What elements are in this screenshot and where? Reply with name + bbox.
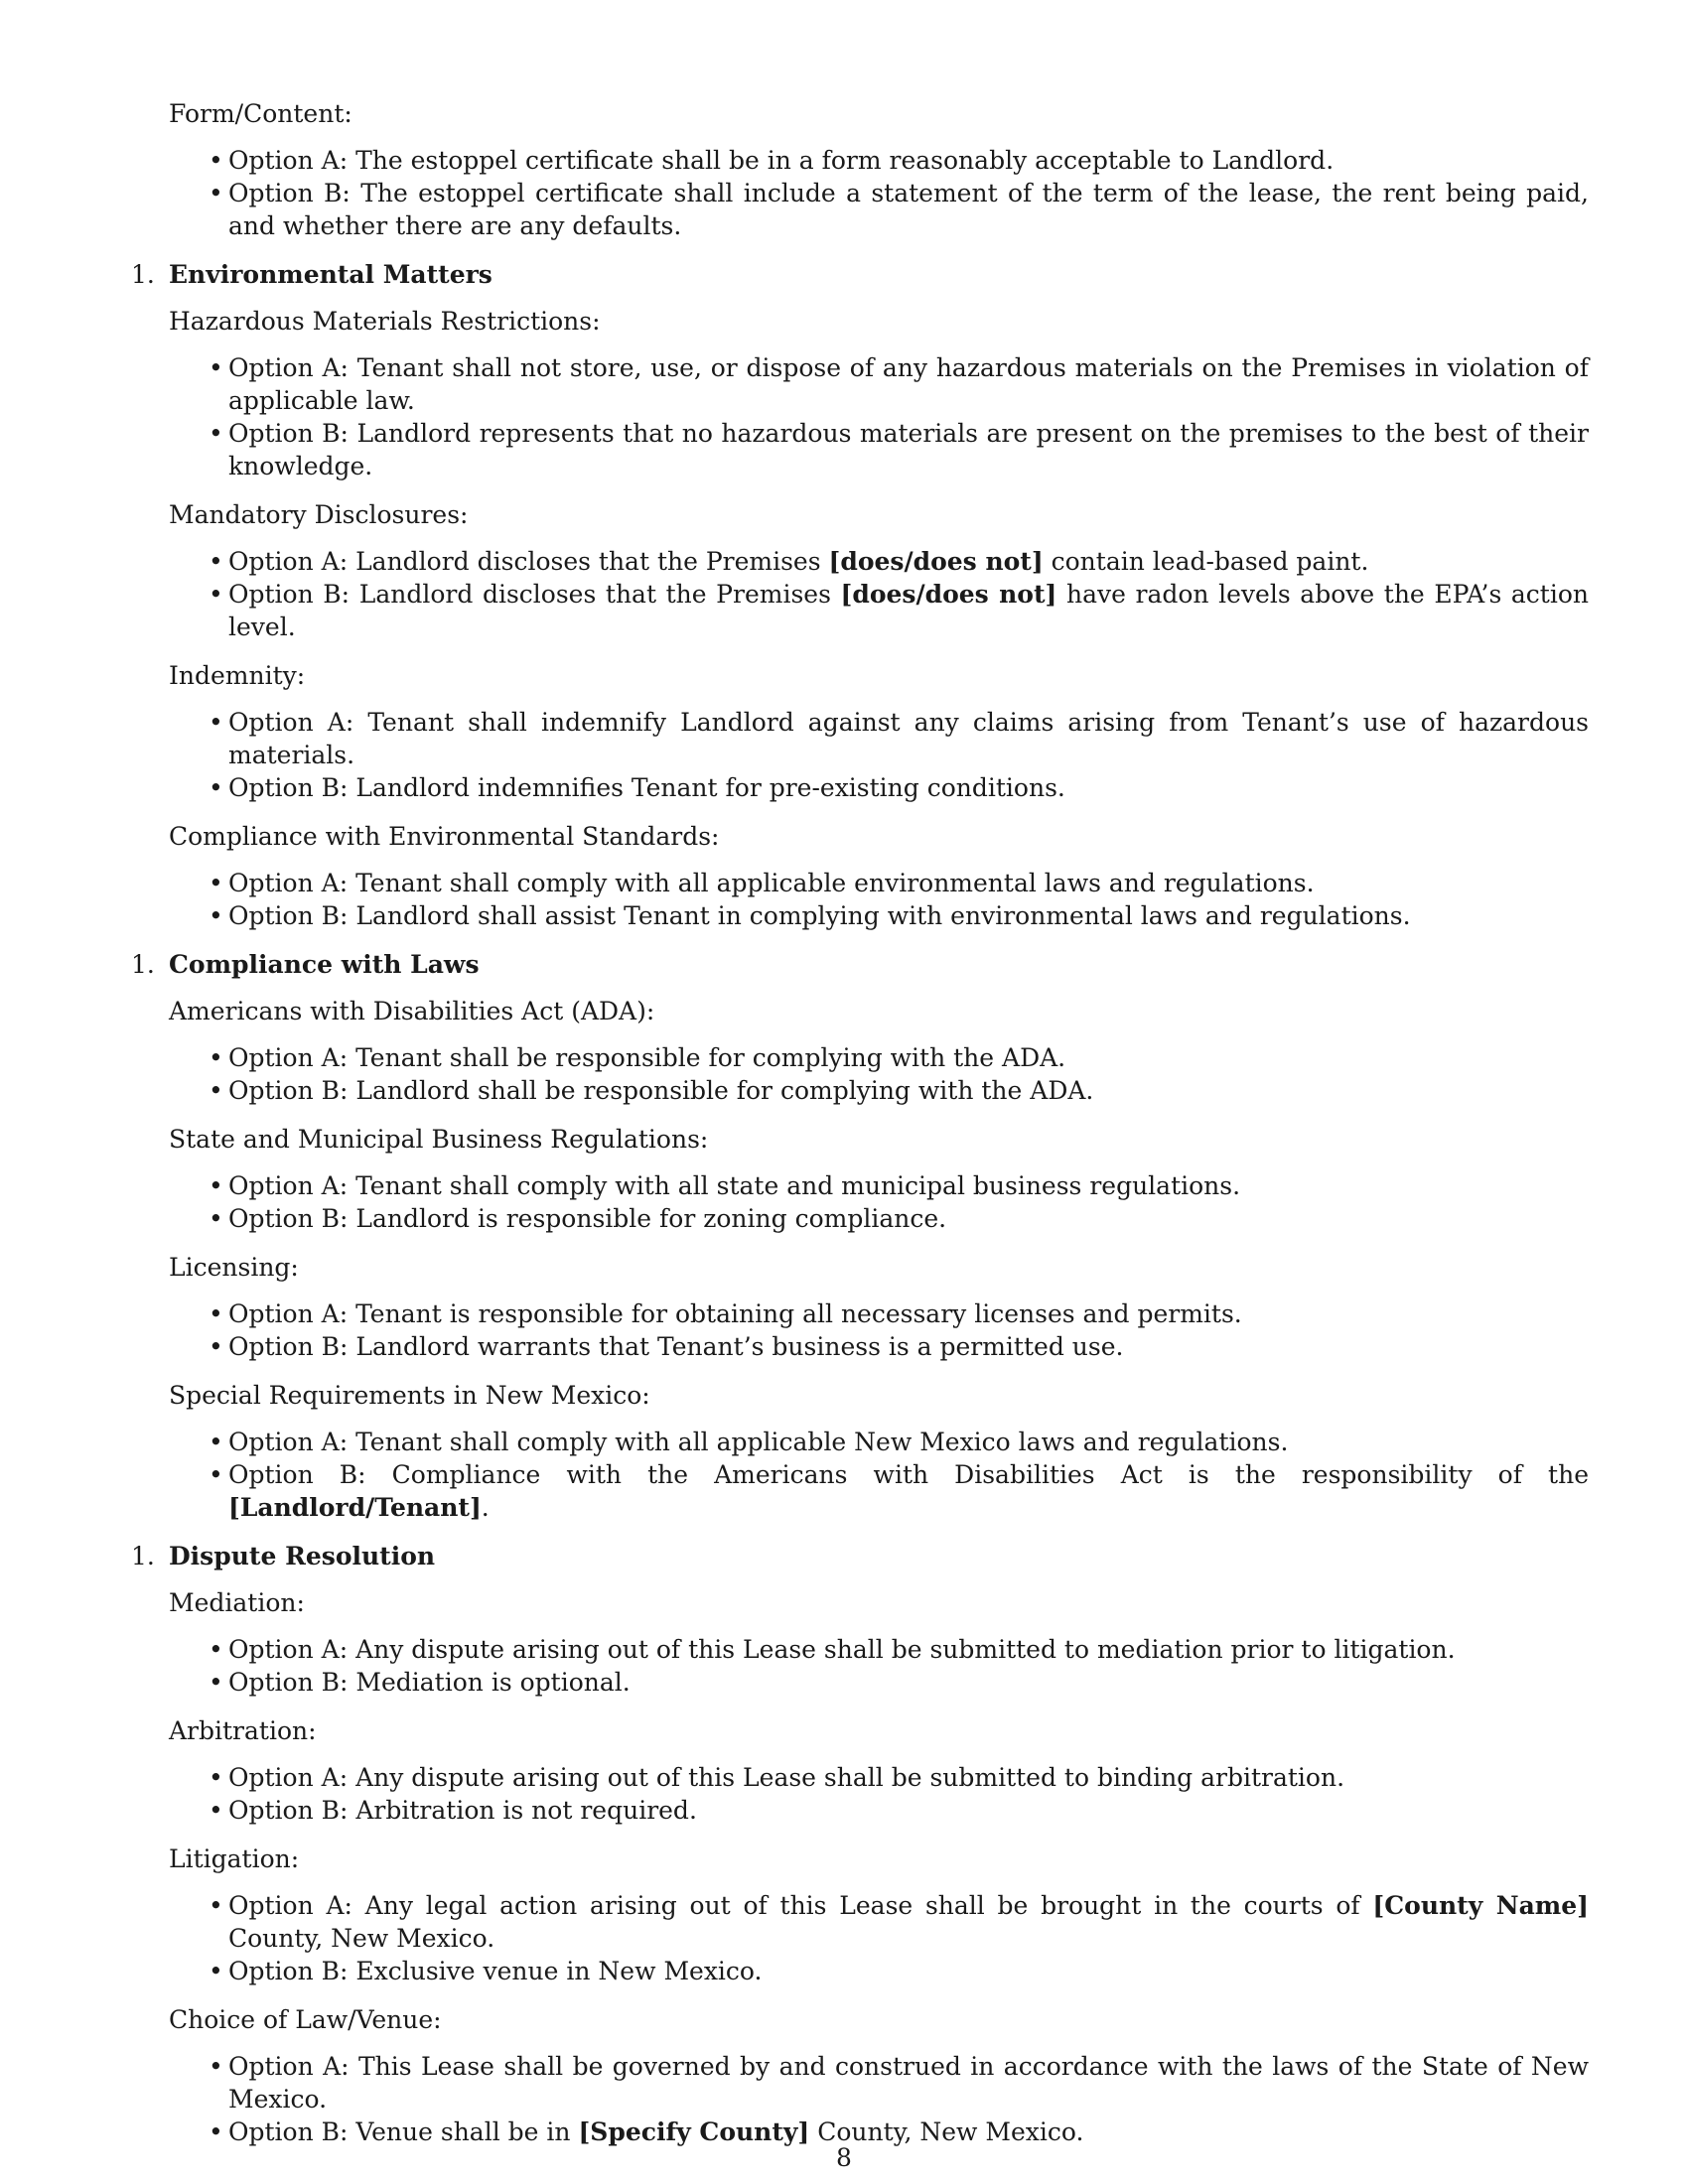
option-b: • Option B: Arbitration is not required. (228, 1794, 1589, 1827)
option-b: • Option B: Compliance with the Americans with Disabilities Act is the responsibility of the [Landlord/Tenant]. (228, 1458, 1589, 1524)
option-list (124, 1761, 1589, 1827)
option-a: • Option A: The estoppel certificate shall be in a form reasonably acceptable to Landlord. (228, 144, 1589, 177)
subsection-heading: Licensing: (169, 1253, 299, 1282)
subsection-heading: Indemnity: (169, 661, 306, 690)
option-b: • Option B: Landlord discloses that the Premises [does/does not] have radon levels above the EPA’s action level. (228, 578, 1589, 643)
option-a: • Option A: Tenant shall not store, use, or dispose of any hazardous materials on the Premises in violation of applicable law. (228, 351, 1589, 417)
page-number: 8 (836, 2143, 852, 2172)
subsection-heading: Arbitration: (169, 1716, 317, 1745)
option-b: • Option B: Landlord shall be responsible for complying with the ADA. (228, 1074, 1589, 1107)
section-number: 1. (131, 1542, 155, 1570)
option-b: • Option B: Landlord represents that no hazardous materials are present on the premises to the best of their knowledge. (228, 417, 1589, 482)
option-a: • Option A: Landlord discloses that the Premises [does/does not] contain lead-based paint. (228, 545, 1589, 578)
option-a: • Option A: Any dispute arising out of this Lease shall be submitted to mediation prior to litigation. (228, 1633, 1589, 1666)
section-number: 1. (131, 260, 155, 289)
section-heading-compliance (124, 948, 1589, 981)
subsection-heading: State and Municipal Business Regulations: (169, 1125, 709, 1154)
option-a: • Option A: Any legal action arising out of this Lease shall be brought in the courts of [County Name] County, New Mexico. (228, 1889, 1589, 1955)
option-list (124, 1297, 1589, 1363)
placeholder-field: [County Name] (1372, 1891, 1589, 1920)
section-heading-environmental (124, 258, 1589, 291)
option-list (124, 1426, 1589, 1524)
option-a: • Option A: Tenant shall be responsible for complying with the ADA. (228, 1041, 1589, 1074)
subsection-heading: Compliance with Environmental Standards: (169, 822, 720, 851)
option-list (124, 1169, 1589, 1235)
option-b: • Option B: Landlord warrants that Tenant’s business is a permitted use. (228, 1330, 1589, 1363)
subsection-heading: Litigation: (169, 1844, 300, 1873)
placeholder-field: [does/does not] (828, 547, 1044, 576)
option-a: • Option A: Tenant shall comply with all state and municipal business regulations. (228, 1169, 1589, 1202)
subsection-heading: Mediation: (169, 1588, 305, 1617)
option-b: • Option B: Landlord is responsible for zoning compliance. (228, 1202, 1589, 1235)
option-b: • Option B: Landlord shall assist Tenant in complying with environmental laws and regulations. (228, 899, 1589, 932)
option-a: • Option A: Tenant shall comply with all applicable New Mexico laws and regulations. (228, 1426, 1589, 1458)
option-b: • Option B: Venue shall be in [Specify County] County, New Mexico. (228, 2116, 1589, 2148)
subsection-heading: Form/Content: (169, 99, 352, 128)
subsection-heading: Americans with Disabilities Act (ADA): (169, 997, 655, 1025)
subsection-heading: Hazardous Materials Restrictions: (169, 307, 601, 336)
page-content (124, 97, 1589, 2164)
option-list (124, 1889, 1589, 1987)
option-a: • Option A: This Lease shall be governed by and construed in accordance with the laws of the State of New Mexico. (228, 2050, 1589, 2116)
option-list (124, 1041, 1589, 1107)
section-title: Environmental Matters (169, 260, 492, 289)
placeholder-field: [does/does not] (840, 580, 1057, 609)
section-title: Compliance with Laws (169, 950, 480, 979)
subsection-heading: Choice of Law/Venue: (169, 2005, 442, 2034)
option-list (124, 867, 1589, 932)
placeholder-field: [Landlord/Tenant] (228, 1493, 482, 1522)
option-b: • Option B: The estoppel certificate shall include a statement of the term of the lease, the rent being paid, and whether there are any defaults. (228, 177, 1589, 242)
subsection-heading: Mandatory Disclosures: (169, 500, 469, 529)
section-heading-dispute (124, 1540, 1589, 1572)
option-list (124, 2050, 1589, 2148)
option-b: • Option B: Landlord indemnifies Tenant for pre-existing conditions. (228, 771, 1589, 804)
option-list (124, 545, 1589, 643)
option-a: • Option A: Tenant is responsible for obtaining all necessary licenses and permits. (228, 1297, 1589, 1330)
placeholder-field: [Specify County] (578, 2117, 810, 2146)
option-list (124, 351, 1589, 482)
option-a: • Option A: Tenant shall comply with all applicable environmental laws and regulations. (228, 867, 1589, 899)
section-number: 1. (131, 950, 155, 979)
option-b: • Option B: Mediation is optional. (228, 1666, 1589, 1699)
section-title: Dispute Resolution (169, 1542, 436, 1570)
option-list (124, 1633, 1589, 1699)
option-a: • Option A: Tenant shall indemnify Landlord against any claims arising from Tenant’s use of hazardous materials. (228, 706, 1589, 771)
subsection-heading: Special Requirements in New Mexico: (169, 1381, 650, 1410)
option-a: • Option A: Any dispute arising out of this Lease shall be submitted to binding arbitration. (228, 1761, 1589, 1794)
option-list (124, 706, 1589, 804)
option-b: • Option B: Exclusive venue in New Mexico. (228, 1955, 1589, 1987)
option-list (124, 144, 1589, 242)
